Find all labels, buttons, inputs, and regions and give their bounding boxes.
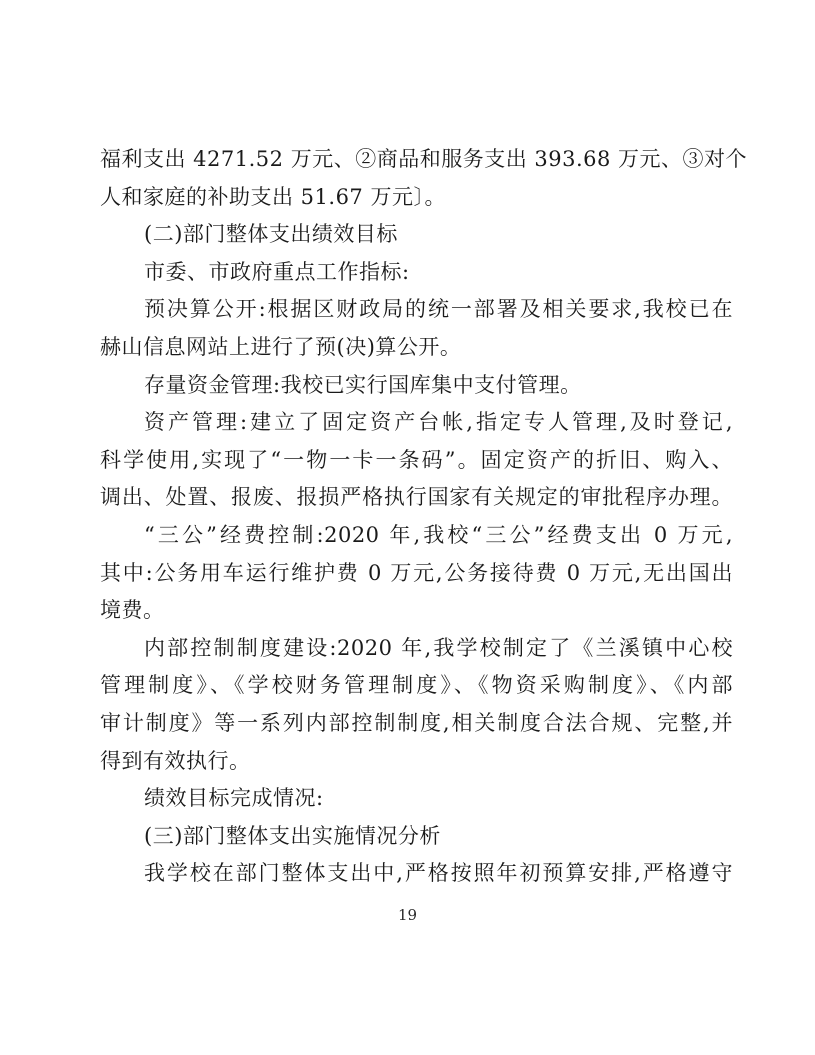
text-line: 境费。: [100, 598, 165, 623]
text-line: “三公”经费控制:2020 年,我校“三公”经费支出 0 万元,: [144, 522, 733, 547]
text-line: 人和家庭的补助支出 51.67 万元〕。: [100, 184, 446, 209]
text-line: 管理制度》、《学校财务管理制度》、《物资采购制度》、《内部: [100, 673, 733, 698]
text-line: 我学校在部门整体支出中,严格按照年初预算安排,严格遵守: [144, 861, 733, 886]
text-line: 其中:公务用车运行维护费 0 万元,公务接待费 0 万元,无出国出: [100, 560, 733, 585]
text-line: 得到有效执行。: [100, 748, 251, 773]
page-number: 19: [397, 906, 418, 924]
text-line: 存量资金管理:我校已实行国库集中支付管理。: [144, 372, 582, 397]
text-line: (二)部门整体支出绩效目标: [144, 222, 398, 247]
text-line: 绩效目标完成情况:: [144, 786, 324, 811]
text-line: 调出、处置、报废、报损严格执行国家有关规定的审批程序办理。: [100, 485, 733, 510]
text-line: 审计制度》等一系列内部控制制度,相关制度合法合规、完整,并: [100, 710, 733, 735]
document-body: [100, 141, 748, 893]
text-line: 科学使用,实现了“一物一卡一条码”。固定资产的折旧、购入、: [100, 447, 733, 472]
text-line: 内部控制制度建设:2020 年,我学校制定了《兰溪镇中心校: [144, 635, 733, 660]
text-line: 福利支出 4271.52 万元、②商品和服务支出 393.68 万元、③对个: [100, 147, 748, 171]
text-line: 市委、市政府重点工作指标:: [144, 259, 410, 284]
text-line: 资产管理:建立了固定资产台帐,指定专人管理,及时登记,: [144, 410, 733, 435]
text-line: 赫山信息网站上进行了预(决)算公开。: [100, 334, 462, 359]
text-line: (三)部门整体支出实施情况分析: [144, 823, 441, 848]
text-line: 预决算公开:根据区财政局的统一部署及相关要求,我校已在: [144, 297, 733, 322]
